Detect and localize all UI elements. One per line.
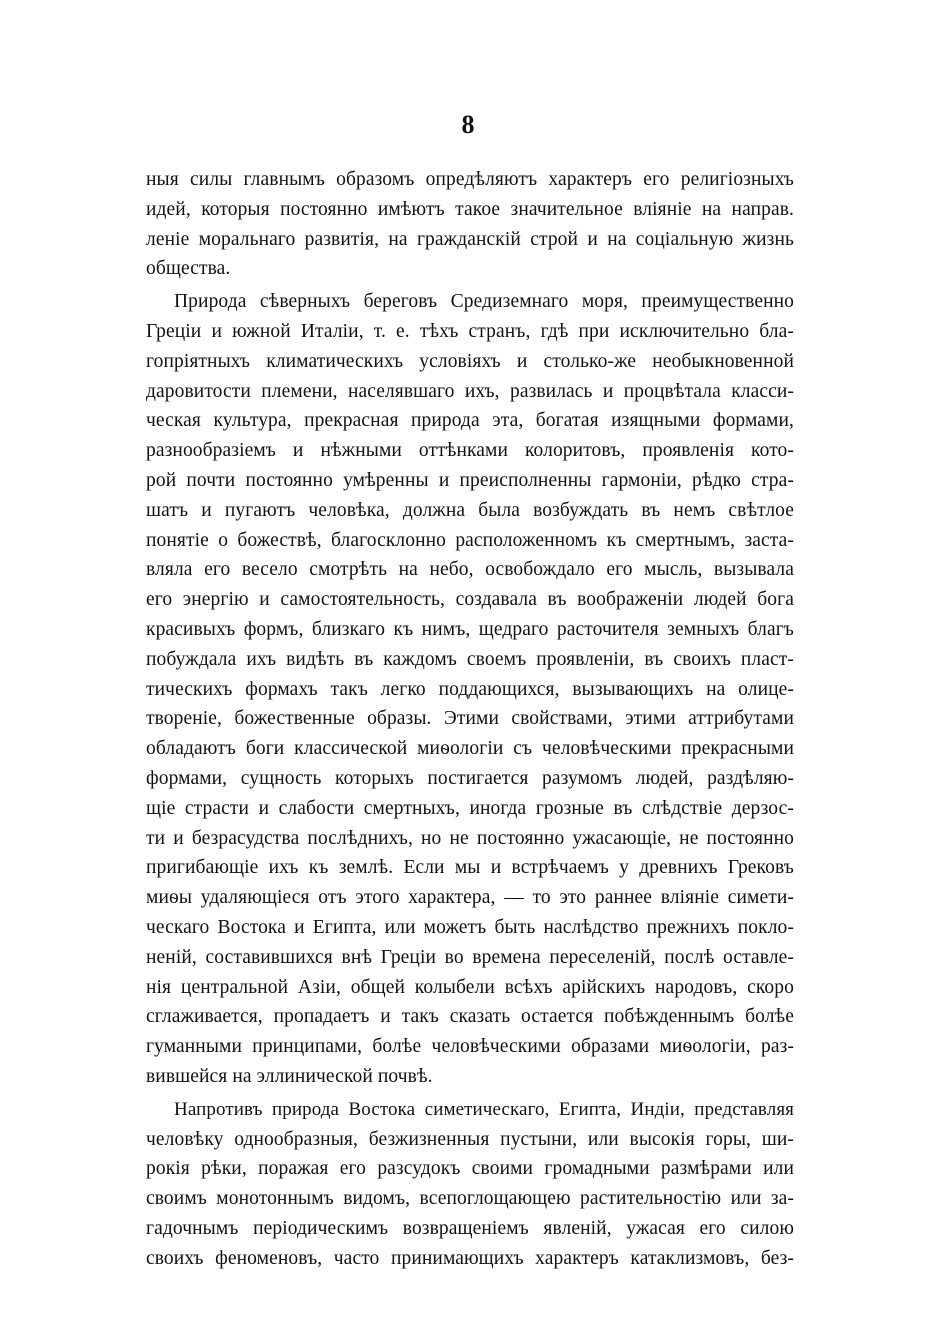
text-line: общества.: [146, 258, 231, 280]
text-line: ти и безрасудства послѣднихъ, но не постоянно ужасающіе, не постоянно: [146, 827, 794, 849]
text-line: тическихъ формахъ такъ легко поддающихся, вызывающихъ на олице-: [146, 678, 794, 700]
text-line: гадочнымъ періодическимъ возвращеніемъ явленій, ужасая его силою: [146, 1217, 794, 1239]
paragraph: [146, 165, 794, 284]
text-line: рой почти постоянно умѣренны и преисполненны гармоніи, рѣдко стра-: [146, 469, 794, 491]
text-line: красивыхъ формъ, близкаго къ нимъ, щедраго расточителя земныхъ благъ: [146, 618, 794, 640]
text-line: гопріятныхъ климатическихъ условіяхъ и столько-же необыкновенной: [146, 350, 794, 372]
text-line: его энергію и самостоятельность, создавала въ воображеніи людей бога: [146, 589, 794, 611]
text-line: неній, составившихся внѣ Греціи во времена переселеній, послѣ оставле-: [146, 946, 794, 968]
text-line: своимъ монотоннымъ видомъ, всепоглощающею растительностію или за-: [146, 1188, 794, 1210]
text-line: даровитости племени, населявшаго ихъ, развилась и процвѣтала класси-: [146, 380, 794, 402]
text-line: идей, которыя постоянно имѣютъ такое значительное вліяніе на направ.: [146, 198, 794, 220]
text-line: гуманными принципами, болѣе человѣческими образами миѳологіи, раз-: [146, 1036, 794, 1058]
text-line: ныя силы главнымъ образомъ опредѣляютъ характеръ его религіозныхъ: [146, 169, 794, 190]
text-line: миѳы удаляющіеся отъ этого характера, — то это раннее вліяніе симети-: [146, 887, 794, 909]
text-line: вляла его весело смотрѣть на небо, освобождало его мысль, вызывала: [146, 559, 794, 581]
text-line: побуждала ихъ видѣть въ каждомъ своемъ проявленіи, въ своихъ пласт-: [146, 648, 794, 670]
paragraph: [146, 287, 794, 1092]
text-line: нія центральной Азіи, общей колыбели всѣхъ арійскихъ народовъ, скоро: [146, 976, 794, 998]
text-line: своихъ феноменовъ, часто принимающихъ характеръ катаклизмовъ, без-: [146, 1247, 794, 1269]
text-line: пригибающіе ихъ къ землѣ. Если мы и встрѣчаемъ у древнихъ Грековъ: [146, 857, 794, 879]
text-line: формами, сущность которыхъ постигается разумомъ людей, раздѣляю-: [146, 767, 794, 789]
body-text: [146, 165, 794, 1273]
text-line: Природа сѣверныхъ береговъ Средиземнаго моря, преимущественно: [174, 291, 794, 313]
text-line: ческая культура, прекрасная природа эта, богатая изящными формами,: [146, 410, 794, 432]
text-line: обладаютъ боги классической миѳологіи съ человѣческими прекрасными: [146, 738, 794, 760]
text-line: понятіе о божествѣ, благосклонно расположенномъ къ смертнымъ, заста-: [146, 529, 794, 551]
text-line: вившейся на эллинической почвѣ.: [146, 1065, 433, 1087]
text-line: рокія рѣки, поражая его разсудокъ своими громадными размѣрами или: [146, 1158, 794, 1180]
text-line: Греціи и южной Италіи, т. е. тѣхъ странъ, гдѣ при исключительно бла-: [146, 320, 794, 342]
text-line: ческаго Востока и Египта, или можетъ быть наслѣдство прежнихъ покло-: [146, 916, 794, 938]
text-line: разнообразіемъ и нѣжными оттѣнками колоритовъ, проявленія кото-: [146, 440, 794, 462]
text-line: человѣку однообразныя, безжизненныя пустыни, или высокія горы, ши-: [146, 1128, 794, 1150]
text-line: леніе моральнаго развитія, на гражданскій строй и на соціальную жизнь: [146, 228, 794, 250]
paragraph: [146, 1095, 794, 1274]
text-line: сглаживается, пропадаетъ и такъ сказать остается побѣжденнымъ болѣе: [146, 1006, 794, 1028]
text-line: твореніе, божественные образы. Этими свойствами, этими аттрибутами: [146, 708, 794, 730]
text-line: Напротивъ природа Востока симетическаго, Египта, Индіи, представляя: [174, 1098, 794, 1120]
text-line: щіе страсти и слабости смертныхъ, иногда грозные въ слѣдствіе дерзос-: [146, 797, 794, 819]
text-line: шатъ и пугаютъ человѣка, должна была возбуждать въ немъ свѣтлое: [146, 499, 794, 521]
page-number: 8: [461, 110, 475, 139]
